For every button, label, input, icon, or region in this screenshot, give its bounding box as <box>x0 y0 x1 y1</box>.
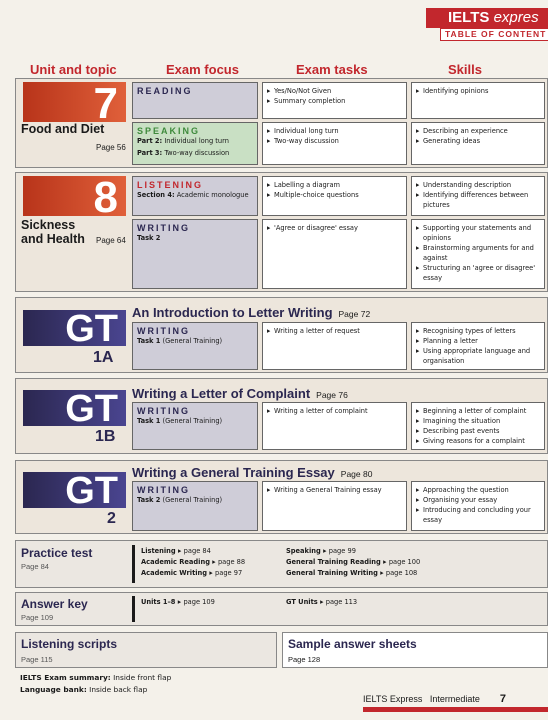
column-skills: Skills <box>448 62 482 77</box>
column-exam-focus: Exam focus <box>166 62 239 77</box>
gt-1a-skills <box>411 322 545 370</box>
list-item: ▸ Writing a letter of complaint <box>267 406 402 416</box>
gt-1a-code: 1A <box>93 349 114 366</box>
gt-1b-tasks <box>262 402 407 450</box>
list-item: ▸ Two-way discussion <box>267 136 402 146</box>
language-bank-note: Language bank: Inside back flap <box>20 685 148 694</box>
answer-key-page: Page 109 <box>21 613 54 622</box>
unit-7-speaking-tasks <box>262 122 407 165</box>
gt-2-code: 2 <box>107 510 116 527</box>
gt-1b-title: Writing a Letter of Complaint Page 76 <box>132 386 348 401</box>
gt-1b-code: 1B <box>95 428 116 445</box>
list-item: ▸ Approaching the question <box>416 485 540 495</box>
gt-2-skills <box>411 481 545 531</box>
sample-sheets-page: Page 128 <box>288 655 321 664</box>
gt-2-tasks <box>262 481 407 531</box>
unit-8-listening-focus: LISTENING Section 4: Academic monologue <box>132 176 258 216</box>
unit-8-number: 8 <box>23 176 126 216</box>
exam-summary-note: IELTS Exam summary: Inside front flap <box>20 673 172 682</box>
unit-8-listening-skills <box>411 176 545 216</box>
list-item: ▸ Yes/No/Not Given <box>267 86 402 96</box>
unit-7-topic: Food and Diet <box>21 122 105 136</box>
brand-title: IELTS expres <box>426 8 548 28</box>
answer-key-section <box>15 592 548 626</box>
column-exam-tasks: Exam tasks <box>296 62 368 77</box>
list-item: ▸ Labelling a diagram <box>267 180 402 190</box>
gt-2-badge: GT <box>23 472 126 508</box>
practice-test-section <box>15 540 548 588</box>
gt-1b-badge: GT <box>23 390 126 426</box>
list-item: ▸ Identifying differences between pictures <box>416 190 540 210</box>
practice-right-refs: Speaking ▸ page 99 General Training Reading ▸ page 100 General Training Writing ▸ page 108 <box>286 546 421 577</box>
practice-divider <box>132 545 135 583</box>
listening-scripts-page: Page 115 <box>21 655 53 664</box>
list-item: ▸ Supporting your statements and opinions <box>416 223 540 243</box>
gt-2-focus: WRITING Task 2 (General Training) <box>132 481 258 531</box>
gt-1b-focus: WRITING Task 1 (General Training) <box>132 402 258 450</box>
list-item: ▸ Beginning a letter of complaint <box>416 406 540 416</box>
page-footer: IELTS Express Intermediate 7 <box>363 693 507 705</box>
unit-7-reading-tasks <box>262 82 407 119</box>
answer-key-title: Answer key <box>21 597 88 611</box>
answer-right-ref: GT Units ▸ page 113 <box>286 597 358 606</box>
practice-test-title: Practice test <box>21 546 93 560</box>
gt-2-title: Writing a General Training Essay Page 80 <box>132 465 373 480</box>
list-item: ▸ Describing past events <box>416 426 540 436</box>
list-item: ▸ Summary completion <box>267 96 402 106</box>
list-item: ▸ Individual long turn <box>267 126 402 136</box>
footer-bar <box>363 707 548 712</box>
list-item: ▸ Structuring an 'agree or disagree' essay <box>416 263 540 283</box>
unit-8-writing-skills <box>411 219 545 289</box>
list-item: ▸ Writing a letter of request <box>267 326 402 336</box>
gt-1b-skills <box>411 402 545 450</box>
list-item: ▸ Organising your essay <box>416 495 540 505</box>
gt-1a-tasks <box>262 322 407 370</box>
list-item: ▸ Describing an experience <box>416 126 540 136</box>
practice-test-page: Page 84 <box>21 562 49 571</box>
unit-7-number: 7 <box>23 82 126 122</box>
unit-7-reading-skills <box>411 82 545 119</box>
list-item: ▸ Planning a letter <box>416 336 540 346</box>
gt-1a-title: An Introduction to Letter Writing Page 72 <box>132 305 371 320</box>
unit-8-writing-tasks <box>262 219 407 289</box>
list-item: ▸ 'Agree or disagree' essay <box>267 223 402 233</box>
list-item: ▸ Writing a General Training essay <box>267 485 402 495</box>
list-item: ▸ Recognising types of letters <box>416 326 540 336</box>
unit-8-topic-line2: and Health <box>21 232 85 246</box>
practice-left-refs: Listening ▸ page 84 Academic Reading ▸ page 88 Academic Writing ▸ page 97 <box>141 546 246 577</box>
list-item: ▸ Imagining the situation <box>416 416 540 426</box>
unit-7-speaking-skills <box>411 122 545 165</box>
listening-scripts-title: Listening scripts <box>21 637 118 651</box>
list-item: ▸ Identifying opinions <box>416 86 540 96</box>
list-item: ▸ Understanding description <box>416 180 540 190</box>
sample-sheets-title: Sample answer sheets <box>288 637 417 651</box>
column-unit-topic: Unit and topic <box>30 62 117 77</box>
unit-8-writing-focus: WRITING Task 2 <box>132 219 258 289</box>
list-item: ▸ Introducing and concluding your essay <box>416 505 540 525</box>
list-item: ▸ Giving reasons for a complaint <box>416 436 540 446</box>
answer-left-ref: Units 1–8 ▸ page 109 <box>141 597 215 606</box>
unit-8-page: Page 64 <box>96 236 126 245</box>
unit-7-reading-focus: READING <box>132 82 258 119</box>
unit-7-page: Page 56 <box>96 143 126 152</box>
unit-8-listening-tasks <box>262 176 407 216</box>
gt-1a-badge: GT <box>23 310 126 346</box>
gt-1a-focus: WRITING Task 1 (General Training) <box>132 322 258 370</box>
unit-8-topic-line1: Sickness <box>21 218 76 232</box>
list-item: ▸ Generating ideas <box>416 136 540 146</box>
list-item: ▸ Brainstorming arguments for and against <box>416 243 540 263</box>
brand-subtitle: TABLE OF CONTENT <box>440 28 548 41</box>
list-item: ▸ Using appropriate language and organisation <box>416 346 540 366</box>
unit-7-speaking-focus: SPEAKING Part 2: Individual long turn Part 3: Two-way discussion <box>132 122 258 165</box>
answer-divider <box>132 596 135 622</box>
list-item: ▸ Multiple-choice questions <box>267 190 402 200</box>
